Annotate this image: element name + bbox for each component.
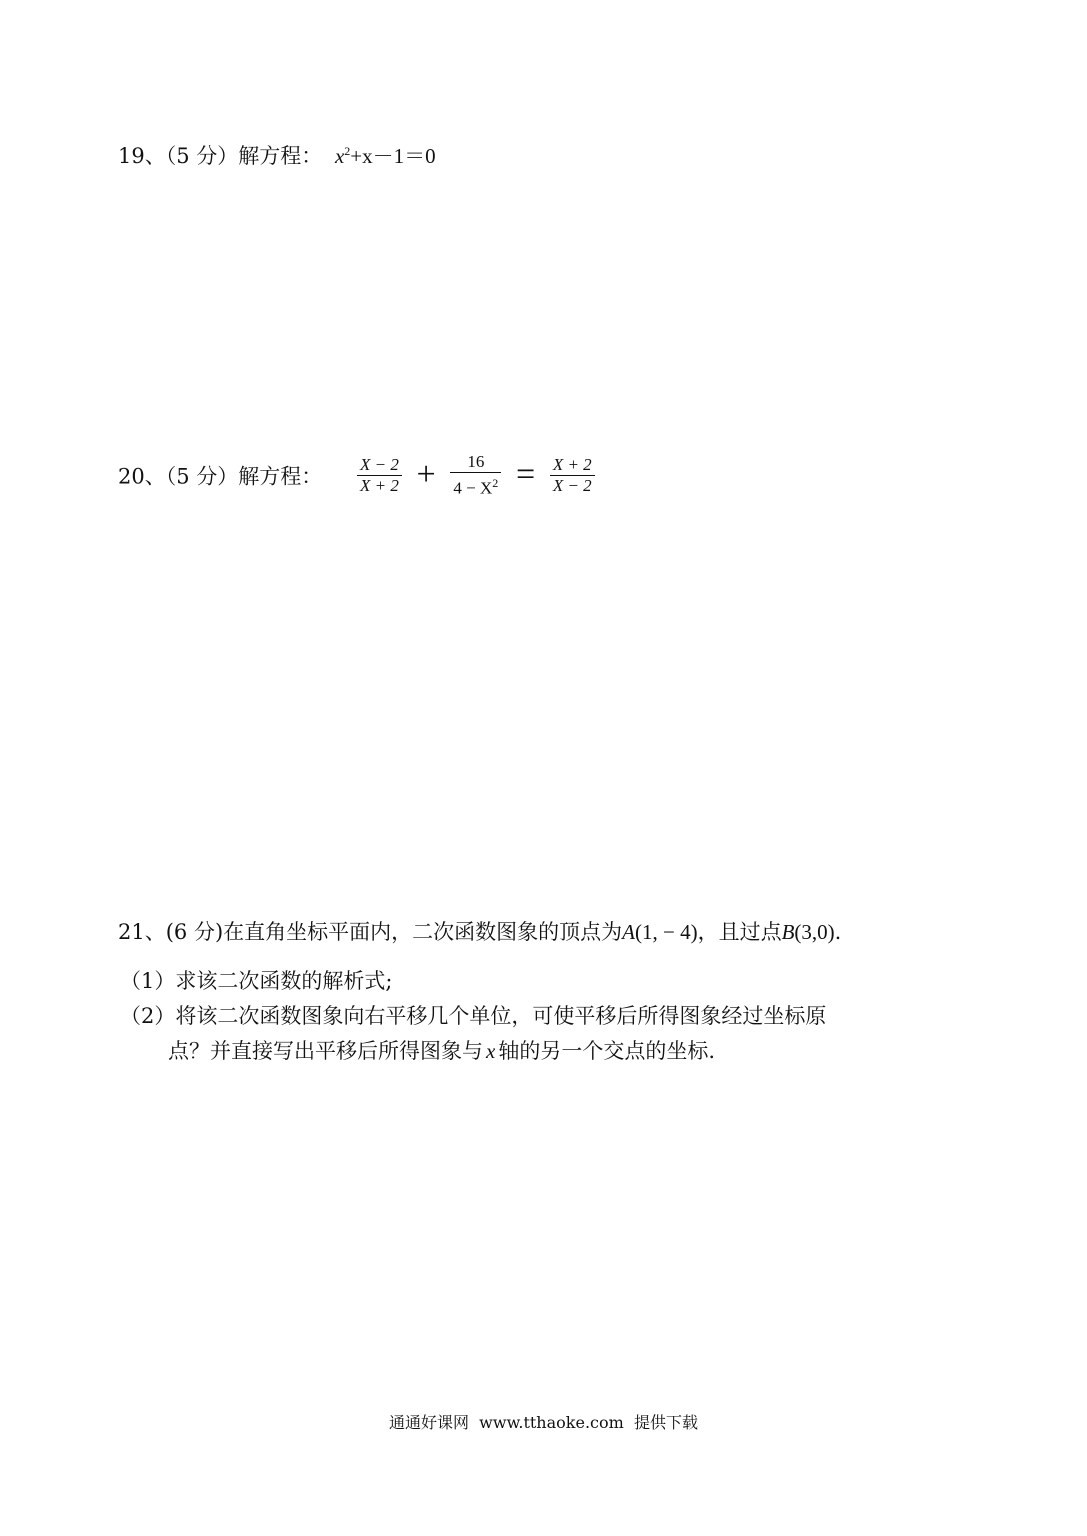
q20-equation bbox=[357, 452, 595, 499]
q21-point-a-label: A bbox=[622, 920, 635, 944]
q20-frac2-den-exp: 2 bbox=[492, 476, 499, 490]
q21-point-b-label: B bbox=[781, 920, 795, 944]
q21-stem-a: 在直角坐标平面内，二次函数图象的顶点为 bbox=[223, 920, 623, 944]
q19-number: 19、 bbox=[118, 144, 166, 168]
page-footer: 通通好课网 www.tthaoke.com 提供下载 bbox=[389, 1413, 698, 1432]
q20-fraction-2 bbox=[450, 452, 501, 499]
q20-frac1-num: X − 2 bbox=[359, 454, 399, 474]
q21-number: 21、 bbox=[118, 920, 166, 944]
q21-part-2-line-2 bbox=[168, 1035, 715, 1065]
q21-part2-text-b: 轴的另一个交点的坐标. bbox=[498, 1039, 716, 1063]
q20-points: （5 分） bbox=[165, 464, 239, 489]
q21-stem-end: . bbox=[834, 920, 842, 944]
q21-part2-var: x bbox=[486, 1039, 496, 1063]
q21-point-a-coords: (1, − 4) bbox=[634, 920, 698, 944]
q20-frac3-den: X − 2 bbox=[552, 475, 592, 495]
q20-number: 20、 bbox=[118, 464, 166, 489]
q20-frac2-den-base: 4 − X bbox=[453, 478, 493, 498]
q20-instruction: 解方程： bbox=[238, 464, 323, 489]
q20-frac2-den bbox=[450, 473, 501, 499]
q21-points: (6 分) bbox=[165, 920, 224, 944]
q20-fraction-1 bbox=[357, 455, 402, 496]
q19-eq-var: x bbox=[334, 144, 345, 168]
question-21-stem bbox=[118, 916, 841, 946]
q20-equals-sign: = bbox=[515, 456, 536, 494]
q21-point-b bbox=[782, 920, 835, 944]
q20-frac3-num: X + 2 bbox=[552, 454, 592, 474]
q19-eq-rest: +x－1＝0 bbox=[350, 144, 436, 168]
q20-plus-sign: + bbox=[416, 456, 436, 494]
q20-frac1-den: X + 2 bbox=[359, 475, 399, 495]
q21-part-2-line-1: （2）将该二次函数图象向右平移几个单位，可使平移后所得图象经过坐标原 bbox=[120, 1004, 827, 1028]
q19-equation bbox=[335, 144, 436, 168]
q19-eq-exp: 2 bbox=[344, 144, 351, 158]
q21-point-b-coords: (3,0) bbox=[794, 920, 835, 944]
q21-stem-b: ，且过点 bbox=[697, 920, 782, 944]
q20-fraction-3 bbox=[550, 455, 595, 496]
q19-instruction: 解方程： bbox=[238, 144, 323, 168]
question-19 bbox=[118, 140, 436, 170]
question-20 bbox=[118, 452, 595, 499]
q21-point-a bbox=[622, 920, 697, 944]
q20-frac2-num: 16 bbox=[467, 452, 485, 471]
q21-part-1: （1）求该二次函数的解析式; bbox=[120, 969, 393, 993]
q19-points: （5 分） bbox=[165, 144, 239, 168]
q21-part2-text-a: 点？并直接写出平移后所得图象与 bbox=[168, 1039, 483, 1063]
